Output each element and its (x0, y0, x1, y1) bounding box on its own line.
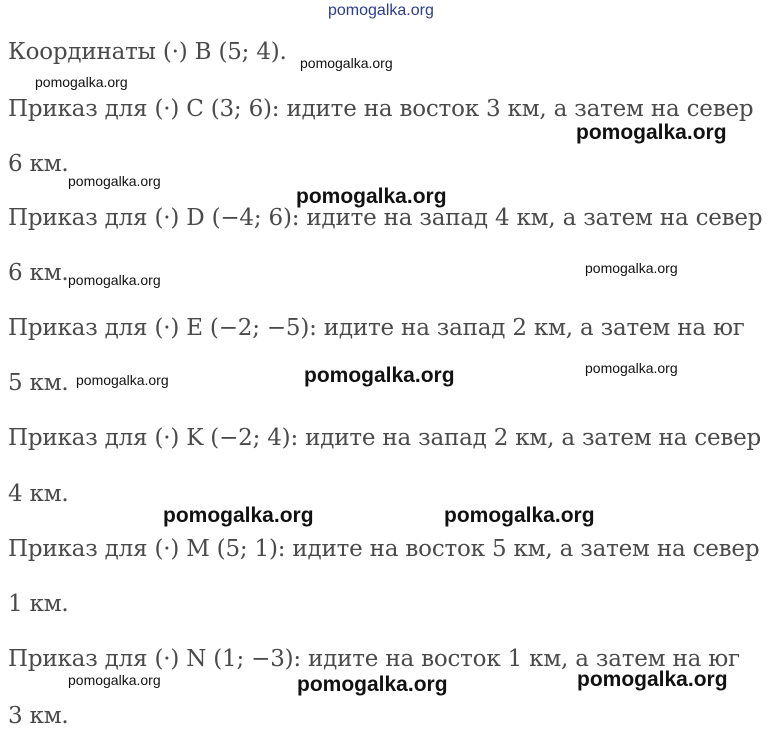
watermark-text: pomogalka.org (76, 372, 169, 388)
text-line-4: Приказ для (·) D (−4; 6): идите на запад 4 км, а затем на север (8, 205, 763, 231)
watermark-text: pomogalka.org (304, 364, 455, 387)
text-line-2: Приказ для (·) C (3; 6): идите на восток 3 км, а затем на север (8, 96, 754, 122)
watermark-text: pomogalka.org (68, 272, 161, 288)
text-line-5: 6 км. (8, 260, 69, 286)
watermark-text: pomogalka.org (585, 260, 678, 276)
watermark-text: pomogalka.org (68, 672, 161, 688)
watermark-text: pomogalka.org (297, 673, 448, 696)
watermark-text: pomogalka.org (300, 55, 393, 71)
site-header-watermark: pomogalka.org (328, 2, 434, 19)
text-line-12: Приказ для (·) N (1; −3): идите на восток 1 км, а затем на юг (8, 646, 740, 672)
text-line-3: 6 км. (8, 151, 69, 177)
watermark-text: pomogalka.org (585, 360, 678, 376)
text-line-13: 3 км. (8, 703, 69, 729)
text-line-10: Приказ для (·) M (5; 1): идите на восток 5 км, а затем на север (8, 536, 760, 562)
watermark-text: pomogalka.org (163, 504, 314, 527)
text-line-9: 4 км. (8, 481, 69, 507)
watermark-text: pomogalka.org (577, 668, 728, 691)
watermark-text: pomogalka.org (296, 185, 447, 208)
text-line-8: Приказ для (·) K (−2; 4): идите на запад 2 км, а затем на север (8, 425, 762, 451)
text-line-7: 5 км. (8, 370, 69, 396)
watermark-text: pomogalka.org (35, 74, 128, 90)
text-line-6: Приказ для (·) E (−2; −5): идите на запад 2 км, а затем на юг (8, 315, 745, 341)
watermark-text: pomogalka.org (68, 173, 161, 189)
text-line-1: Координаты (·) B (5; 4). (8, 39, 287, 65)
text-line-11: 1 км. (8, 591, 69, 617)
watermark-text: pomogalka.org (444, 504, 595, 527)
watermark-text: pomogalka.org (576, 121, 727, 144)
